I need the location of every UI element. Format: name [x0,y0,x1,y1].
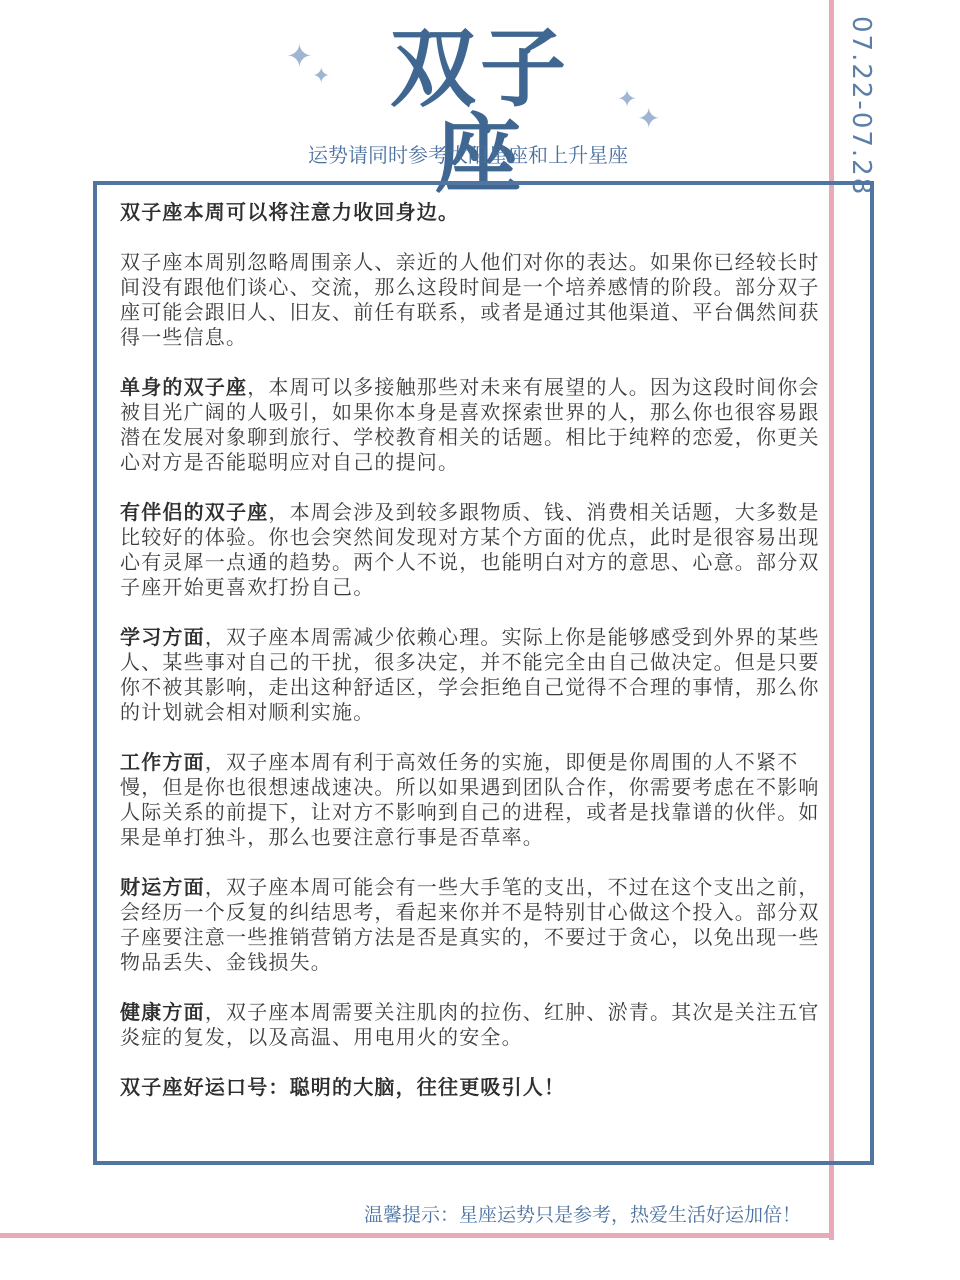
sparkle-icon: ✦ [312,64,331,89]
section-text: ，双子座本周需要关注肌肉的拉伤、红肿、淤青。其次是关注五官炎症的复发，以及高温、用电用火的安全。 [120,1000,820,1049]
section-single [120,375,820,475]
sparkle-icon: ✦ [286,37,313,75]
lucky-slogan: 双子座好运口号：聪明的大脑，往往更吸引人！ [120,1075,566,1099]
page-title: 双子座 [390,19,570,205]
section-health [120,1000,820,1050]
section-text: ，本周可以多接触那些对未来有展望的人。因为这段时间你会被目光广阔的人吸引，如果你本身是喜欢探索世界的人，那么你也很容易跟潜在发展对象聊到旅行、学校教育相关的话题。相比于纯粹的恋爱，你更关心对方是否能聪明应对自己的提问。 [120,375,820,474]
section-text: ，双子座本周有利于高效任务的实施，即便是你周围的人不紧不慢，但是你也很想速战速决。所以如果遇到团队合作，你需要考虑在不影响人际关系的前提下，让对方不影响到自己的进程，或者是找靠谱的伙伴。如果是单打独斗，那么也要注意行事是否草率。 [120,750,820,849]
section-text: ，本周会涉及到较多跟物质、钱、消费相关话题，大多数是比较好的体验。你也会突然间发现对方某个方面的优点，此时是很容易出现心有灵犀一点通的趋势。两个人不说，也能明白对方的意思、心意。部分双子座开始更喜欢打扮自己。 [120,500,820,599]
section-label: 有伴侣的双子座 [120,500,269,524]
sparkle-icon: ✦ [637,102,661,135]
headline: 双子座本周可以将注意力收回身边。 [120,200,460,224]
subtitle: 运势请同时参考太阳星座和上升星座 [308,143,628,167]
section-label: 健康方面 [120,1000,205,1024]
intro-paragraph: 双子座本周别忽略周围亲人、亲近的人他们对你的表达。如果你已经较长时间没有跟他们谈心、交流，那么这段时间是一个培养感情的阶段。部分双子座可能会跟旧人、旧友、前任有联系，或者是通过其他渠道、平台偶然间获得一些信息。 [120,250,820,349]
section-label: 学习方面 [120,625,205,649]
section-label: 工作方面 [120,750,205,774]
section-work [120,750,820,850]
section-wealth [120,875,820,975]
footer-tip: 温馨提示：星座运势只是参考，热爱生活好运加倍！ [364,1204,802,1226]
section-partnered [120,500,820,600]
sparkle-icon: ✦ [617,85,638,113]
section-label: 单身的双子座 [120,375,248,399]
pink-horizontal-line [0,1233,834,1238]
horoscope-body [120,200,820,1125]
section-study [120,625,820,725]
section-label: 财运方面 [120,875,205,899]
date-range: 07.22-07.28 [846,16,876,197]
section-text: ，双子座本周可能会有一些大手笔的支出，不过在这个支出之前，会经历一个反复的纠结思考，看起来你并不是特别甘心做这个投入。部分双子座要注意一些推销营销方法是否是真实的，不要过于贪心，以免出现一些物品丢失、金钱损失。 [120,875,820,974]
section-text: ，双子座本周需减少依赖心理。实际上你是能够感受到外界的某些人、某些事对自己的干扰，很多决定，并不能完全由自己做决定。但是只要你不被其影响，走出这种舒适区，学会拒绝自己觉得不合理的事情，那么你的计划就会相对顺利实施。 [120,625,820,724]
